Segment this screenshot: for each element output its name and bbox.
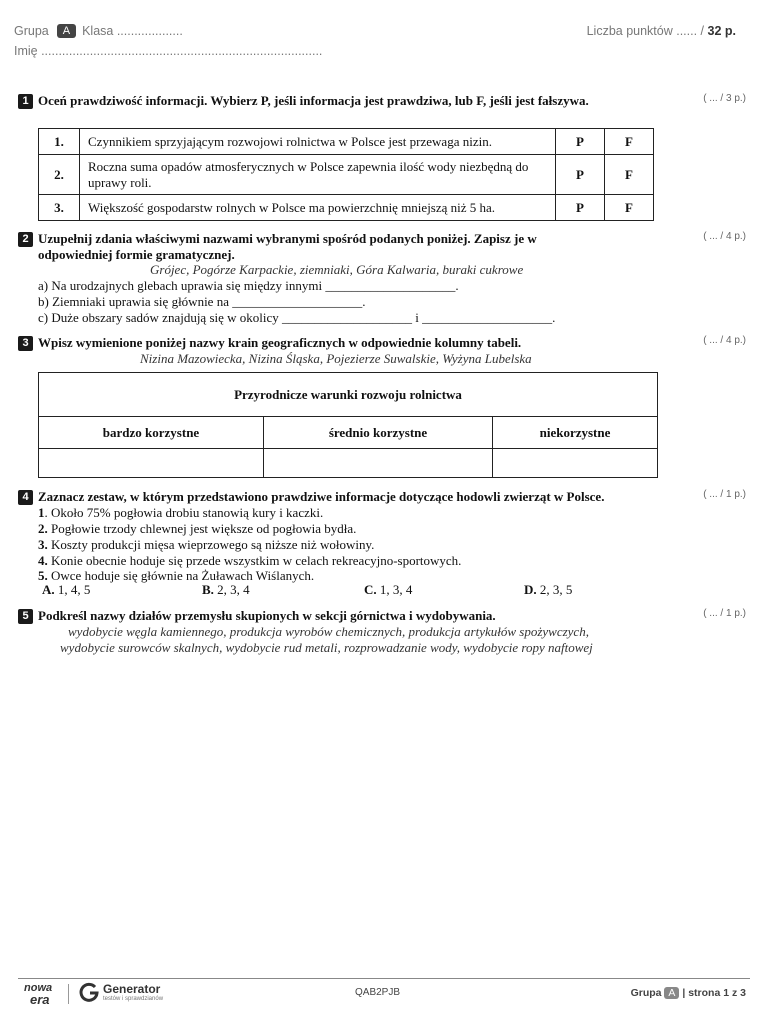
question-1-points: ( ... / 3 p.)	[703, 93, 746, 104]
question-2-number: 2	[18, 232, 33, 247]
table-column-headers	[39, 417, 658, 449]
item-text: Pogłowie trzody chlewnej jest większe od pogłowia bydła.	[47, 521, 357, 536]
footer-group-label: Grupa	[630, 987, 662, 999]
generator-title: Generator	[103, 982, 161, 996]
answer-value: 2, 3, 5	[536, 582, 573, 597]
answer-option-d[interactable]	[524, 582, 572, 598]
item-number: 5.	[38, 568, 48, 583]
item-number: 2.	[38, 521, 48, 536]
answer-value: 1, 3, 4	[376, 582, 413, 597]
generator-subtitle: testów i sprawdzianów	[103, 996, 164, 1002]
item-text: Konie obecnie hoduje się przede wszystkim w celach rekreacyjno-sportowych.	[47, 553, 462, 568]
group-label: Grupa	[14, 24, 49, 38]
footer-page-text: | strona 1 z 3	[682, 987, 746, 999]
answer-letter: A.	[42, 582, 55, 597]
question-3-table	[38, 372, 658, 478]
list-item	[38, 553, 461, 569]
row-number: 2.	[39, 155, 80, 195]
header-group	[14, 24, 183, 38]
generator-g-icon	[78, 982, 100, 1004]
list-item	[38, 505, 323, 521]
name-field: Imię .................................................................................	[14, 44, 323, 58]
question-2-sentence-a[interactable]: a) Na urodzajnych glebach uprawia się między innymi ____________________.	[38, 278, 459, 293]
answer-letter: C.	[364, 582, 377, 597]
question-4-points: ( ... / 1 p.)	[703, 489, 746, 500]
question-4-number: 4	[18, 490, 33, 505]
column-unfavorable: niekorzystne	[493, 417, 658, 449]
column-medium-favorable: średnio korzystne	[264, 417, 493, 449]
false-option[interactable]: F	[605, 129, 654, 155]
answer-cell-medium-favorable[interactable]	[264, 449, 493, 478]
false-option[interactable]: F	[605, 195, 654, 221]
list-item	[38, 537, 374, 553]
table-title: Przyrodnicze warunki rozwoju rolnictwa	[39, 373, 658, 417]
logo-nowa-text: nowa	[24, 982, 53, 994]
question-1-table	[38, 128, 654, 221]
question-2-sentence-c[interactable]: c) Duże obszary sadów znajdują się w okolicy ____________________ i ____________________.	[38, 310, 556, 325]
question-2-text	[38, 231, 537, 263]
points-total: 32 p.	[707, 24, 736, 38]
question-1-number: 1	[18, 94, 33, 109]
points-label: Liczba punktów ...... /	[586, 24, 705, 38]
question-1-text: Oceń prawdziwość informacji. Wybierz P, jeśli informacja jest prawdziwa, lub F, jeśli jest fałszywa.	[38, 93, 589, 108]
answer-option-c[interactable]	[364, 582, 412, 598]
true-option[interactable]: P	[556, 155, 605, 195]
item-number: 1	[38, 505, 45, 520]
table-header-row	[39, 373, 658, 417]
column-very-favorable: bardzo korzystne	[39, 417, 264, 449]
row-number: 3.	[39, 195, 80, 221]
question-5-options-line1[interactable]: wydobycie węgla kamiennego, produkcja wyrobów chemicznych, produkcja artykułów spożywczych,	[68, 624, 589, 639]
table-answer-row	[39, 449, 658, 478]
logo-era-text: era	[30, 992, 50, 1007]
points-summary	[587, 24, 736, 38]
row-number: 1.	[39, 129, 80, 155]
answer-value: 2, 3, 4	[213, 582, 250, 597]
footer-divider	[18, 978, 750, 979]
question-2-text-line2: odpowiedniej formie gramatycznej.	[38, 247, 235, 262]
item-text: Owce hoduje się głównie na Żuławach Wiślanych.	[47, 568, 315, 583]
question-2-text-line1: Uzupełnij zdania właściwymi nazwami wybranymi spośród podanych poniżej. Zapisz je w	[38, 231, 537, 246]
nowa-era-logo	[24, 983, 52, 1005]
page-indicator	[631, 987, 746, 999]
answer-cell-very-favorable[interactable]	[39, 449, 264, 478]
question-4-text: Zaznacz zestaw, w którym przedstawiono prawdziwe informacje dotyczące hodowli zwierząt w Polsce.	[38, 489, 605, 504]
question-5-options-line2[interactable]: wydobycie surowców skalnych, wydobycie rud metali, rozprowadzanie wody, wydobycie ropy naftowej	[60, 640, 593, 655]
question-5-points: ( ... / 1 p.)	[703, 608, 746, 619]
logo-separator	[68, 984, 69, 1004]
question-5-text: Podkreśl nazwy działów przemysłu skupionych w sekcji górnictwa i wydobywania.	[38, 608, 496, 623]
answer-letter: D.	[524, 582, 537, 597]
answer-option-a[interactable]	[42, 582, 90, 598]
answer-option-b[interactable]	[202, 582, 250, 598]
footer-group-badge: A	[664, 987, 679, 999]
document-code: QAB2PJB	[355, 987, 401, 998]
item-number: 4.	[38, 553, 48, 568]
answer-value: 1, 4, 5	[54, 582, 91, 597]
true-option[interactable]: P	[556, 129, 605, 155]
table-row	[39, 155, 654, 195]
question-2-options: Grójec, Pogórze Karpackie, ziemniaki, Góra Kalwaria, buraki cukrowe	[150, 262, 524, 277]
false-option[interactable]: F	[605, 155, 654, 195]
group-badge: A	[57, 24, 76, 38]
table-row	[39, 195, 654, 221]
item-text: Koszty produkcji mięsa wieprzowego są niższe niż wołowiny.	[47, 537, 375, 552]
item-number: 3.	[38, 537, 48, 552]
question-3-number: 3	[18, 336, 33, 351]
question-3-points: ( ... / 4 p.)	[703, 335, 746, 346]
table-row	[39, 129, 654, 155]
question-2-points: ( ... / 4 p.)	[703, 231, 746, 242]
class-label: Klasa ...................	[82, 24, 183, 38]
item-text: . Około 75% pogłowia drobiu stanowią kury i kaczki.	[44, 505, 324, 520]
question-3-options: Nizina Mazowiecka, Nizina Śląska, Pojezierze Suwalskie, Wyżyna Lubelska	[140, 351, 532, 366]
question-5-number: 5	[18, 609, 33, 624]
question-3-text: Wpisz wymienione poniżej nazwy krain geograficznych w odpowiednie kolumny tabeli.	[38, 335, 522, 350]
row-statement: Większość gospodarstw rolnych w Polsce ma powierzchnię mniejszą niż 5 ha.	[80, 195, 556, 221]
row-statement: Czynnikiem sprzyjającym rozwojowi rolnictwa w Polsce jest przewaga nizin.	[80, 129, 556, 155]
answer-letter: B.	[202, 582, 214, 597]
answer-cell-unfavorable[interactable]	[493, 449, 658, 478]
question-2-sentence-b[interactable]: b) Ziemniaki uprawia się głównie na ____________________.	[38, 294, 366, 309]
list-item	[38, 521, 356, 537]
true-option[interactable]: P	[556, 195, 605, 221]
row-statement: Roczna suma opadów atmosferycznych w Polsce zapewnia ilość wody niezbędną do uprawy roli.	[80, 155, 556, 195]
